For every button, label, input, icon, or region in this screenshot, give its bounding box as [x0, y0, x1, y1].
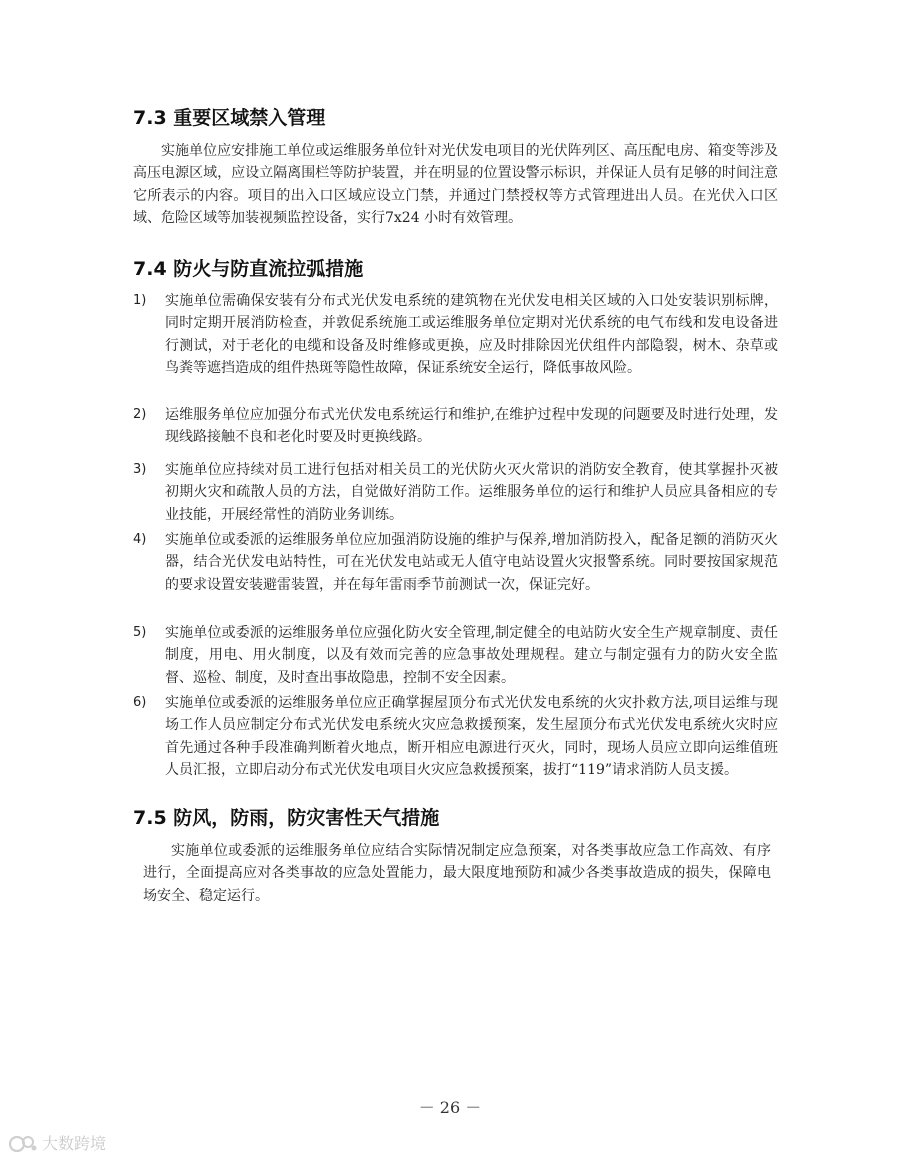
section-heading-7-4: 7.4 防火与防直流拉弧措施 [133, 258, 364, 280]
list-item-number: 2) [133, 407, 147, 422]
list-item-text: 实施单位或委派的运维服务单位应正确掌握屋顶分布式光伏发电系统的火灾扑救方法,项目运维与现场工作人员应制定分布式光伏发电系统火灾应急救援预案，发生屋顶分布式光伏发电系统火灾时应首先通过各种手段准确判断着火地点，断开相应电源进行灭火，同时，现场人员应立即向运维值班人员汇报，立即启动分布式光伏发电项目火灾应急救援预案，拔打“119”请求消防人员支援。 [165, 695, 778, 779]
brand-logo-icon [8, 1133, 38, 1155]
watermark [8, 1132, 106, 1156]
list-item-text: 实施单位或委派的运维服务单位应强化防火安全管理,制定健全的电站防火安全生产规章制度、责任制度，用电、用火制度，以及有效而完善的应急事故处理规程。建立与制定强有力的防火安全监督、巡检、制度，及时查出事故隐患，控制不安全因素。 [165, 625, 778, 686]
section-heading-7-3: 7.3 重要区域禁入管理 [133, 107, 326, 129]
section-heading-7-5: 7.5 防风，防雨，防灾害性天气措施 [133, 807, 440, 829]
list-item-text: 实施单位或委派的运维服务单位应加强消防设施的维护与保养,增加消防投入，配备足额的消防灭火器，结合光伏发电站特性，可在光伏发电站或无人值守电站设置火灾报警系统。同时要按国家规范的要求设置安装避雷装置，并在每年雷雨季节前测试一次，保证完好。 [165, 532, 778, 593]
watermark-text: 大数跨境 [42, 1134, 107, 1153]
list-item-number: 3) [133, 462, 147, 477]
list-item-number: 4) [133, 532, 147, 547]
list-item-number: 6) [133, 695, 147, 710]
list-item-text: 实施单位需确保安装有分布式光伏发电系统的建筑物在光伏发电相关区域的入口处安装识别标牌，同时定期开展消防检查，并敦促系统施工或运维服务单位定期对光伏系统的电气布线和发电设备进行测试，对于老化的电缆和设备及时维修或更换，应及时排除因光伏组件内部隐裂，树木、杂草或鸟粪等遮挡造成的组件热斑等隐性故障，保证系统安全运行，降低事故风险。 [165, 293, 778, 377]
list-item-text: 实施单位应持续对员工进行包括对相关员工的光伏防火灭火常识的消防安全教育，使其掌握扑灭被初期火灾和疏散人员的方法，自觉做好消防工作。运维服务单位的运行和维护人员应具备相应的专业技能，开展经常性的消防业务训练。 [165, 462, 778, 523]
list-item-number: 5) [133, 625, 147, 640]
list-item-number: 1) [133, 293, 147, 308]
section-7-3-paragraph: 实施单位应安排施工单位或运维服务单位针对光伏发电项目的光伏阵列区、高压配电房、箱变等涉及高压电源区域，应设立隔离围栏等防护装置，并在明显的位置设警示标识，并保证人员有足够的时间注意它所表示的内容。项目的出入口区域应设立门禁，并通过门禁授权等方式管理进出人员。在光伏入口区域、危险区域等加装视频监控设备，实行7x24 小时有效管理。 [133, 143, 778, 227]
list-item-text: 运维服务单位应加强分布式光伏发电系统运行和维护,在维护过程中发现的问题要及时进行处理，发现线路接触不良和老化时要及时更换线路。 [165, 407, 778, 446]
page-number: － 26 － [418, 1098, 482, 1117]
section-7-5-paragraph: 实施单位或委派的运维服务单位应结合实际情况制定应急预案，对各类事故应急工作高效、有序进行，全面提高应对各类事故的应急处置能力，最大限度地预防和减少各类事故造成的损失，保障电场安全、稳定运行。 [143, 843, 771, 904]
